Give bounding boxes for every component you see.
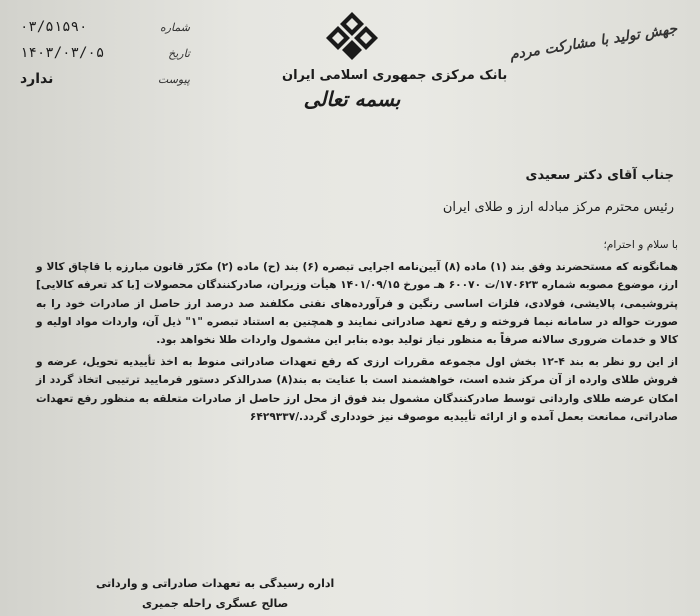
sender-block: [96, 574, 334, 614]
bank-name: بانک مرکزی جمهوری اسلامی ایران: [282, 68, 508, 83]
recipient-name: جناب آقای دکتر سعیدی: [525, 168, 674, 183]
bismillah-text: بسمه تعالی: [303, 87, 401, 111]
greeting: با سلام و احترام؛: [603, 239, 678, 251]
number-label: شماره: [159, 20, 190, 34]
number-row: [20, 14, 190, 40]
letter-number: ۰۳/۵۱۵۹۰: [20, 19, 88, 35]
attachment-row: [20, 66, 190, 92]
recipient-title: رئیس محترم مرکز مبادله ارز و طلای ایران: [442, 200, 674, 215]
attachment-value: ندارد: [20, 71, 54, 87]
date-row: [20, 40, 190, 66]
central-bank-header: [282, 10, 508, 111]
body-paragraph-2: از این رو نظر به بند ۴-۱۲ بخش اول مجموعه مقررات ارزی که رفع تعهدات صادراتی منوط به اخذ تأییدیه تحویل، عرضه و فروش طلای وارده از آن مرکز شده است، خواهشمند است با عنایت به بند(۸) صدرالذکر دستور فرمایید ترتیبی اتخاذ گردد از امکان عرضه طلای وارداتی توسط صادرکنندگان مشمول بند فوق از محل ارز حاصل از صادرات متعلقه به منظور رفع تعهدات صادراتی، ممانعت بعمل آمده و از ارائه تأییدیه موصوف نیز خودداری گردد./۶۴۲۹۳۳۷: [36, 356, 679, 423]
sender-department: اداره رسیدگی به تعهدات صادراتی و وارداتی: [96, 577, 335, 590]
letter-meta: [20, 14, 190, 92]
central-bank-logo-icon: [324, 10, 380, 62]
letter-body: [36, 236, 678, 426]
date-label: تاریخ: [168, 46, 190, 60]
sender-names: صالح عسگری راحله جمیری: [142, 597, 289, 610]
attachment-label: پیوست: [157, 72, 190, 86]
recipient-block: [443, 160, 674, 224]
letter-date: ۱۴۰۳/۰۳/۰۵: [20, 45, 105, 61]
body-paragraph-1: همانگونه که مستحضرند وفق بند (۱) ماده (۸) آیین‌نامه اجرایی تبصره (۶) بند (ح) ماده (۲) مکرّر قانون مبارزه با قاچاق کالا و ارز، موضوع مصوبه شماره ۱۷۰۶۲۳/ت ۶۰۰۷۰ هـ مورخ ۱۴۰۱/۰۹/۱۵ هیأت وزیران، صادرکنندگان محصولات [با کد تعرفه کالایی] پتروشیمی، پالایشی، فولادی، فلزات اساسی رنگین و فرآورده‌های نفتی مکلفند صد درصد ارز حاصل از صادرات خود را به صورت حواله در سامانه نیما فروخته و رفع تعهد صادراتی نمایند و همچنین به استناد تبصره "۱" ذیل آن، واردات مواد اولیه و کالا و خدمات ضروری سالانه صرفاً به منظور نیاز تولید بوده بنابر این مشمول واردات طلا نخواهد بود.: [36, 261, 678, 347]
year-slogan: جهش تولید با مشارکت مردم: [508, 20, 679, 64]
